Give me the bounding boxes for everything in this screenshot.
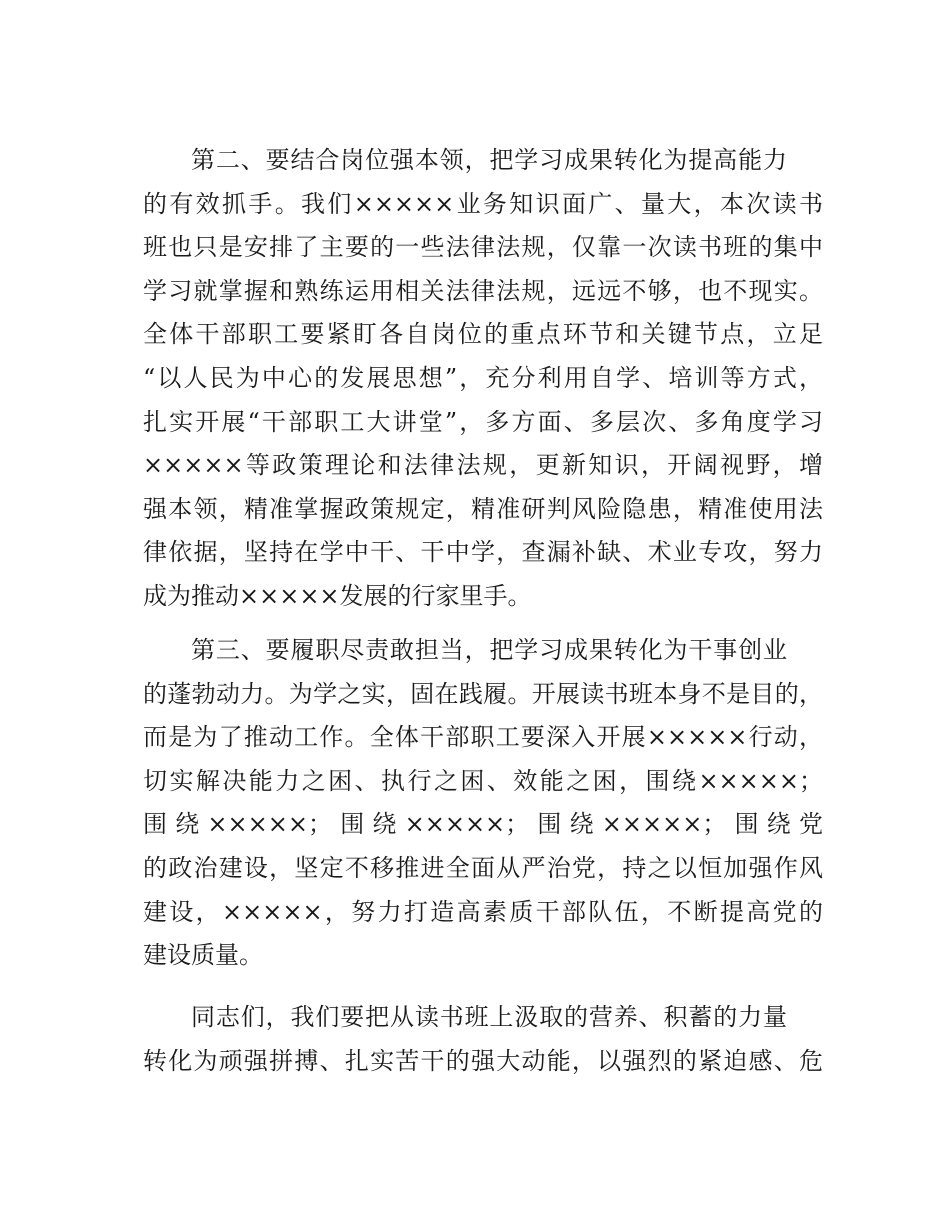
- text-line: “以人民为中心的发展思想”，充分利用自学、培训等方式，: [143, 363, 823, 392]
- text-line: 同志们，我们要把从读书班上汲取的营养、积蓄的力量: [191, 1003, 787, 1031]
- text-line: 成为推动×××××发展的行家里手。: [143, 581, 532, 610]
- text-line: 切实解决能力之困、执行之困、效能之困，围绕×××××；: [143, 766, 823, 795]
- paragraph-second-point: [143, 139, 823, 619]
- text-line: 第三、要履职尽责敢担当，把学习成果转化为干事创业: [191, 636, 787, 664]
- text-line: 建设质量。: [143, 941, 263, 970]
- text-line: 第二、要结合岗位强本领，把学习成果转化为提高能力: [191, 146, 787, 174]
- text-line: 的政治建设，坚定不移推进全面从严治党，持之以恒加强作风: [143, 853, 823, 882]
- text-line: 强本领，精准掌握政策规定，精准研判风险隐患，精准使用法: [143, 494, 823, 523]
- text-line: 的蓬勃动力。为学之实，固在践履。开展读书班本身不是目的，: [143, 679, 823, 708]
- text-line: 的有效抓手。我们×××××业务知识面广、量大，本次读书: [143, 189, 823, 218]
- text-line: 学习就掌握和熟练运用相关法律法规，远远不够，也不现实。: [143, 276, 823, 305]
- paragraph-closing: [143, 996, 823, 1083]
- text-line: 扎实开展“干部职工大讲堂”，多方面、多层次、多角度学习: [143, 407, 823, 436]
- text-line: 全体干部职工要紧盯各自岗位的重点环节和关键节点，立足: [143, 320, 823, 349]
- text-line: 建设，×××××，努力打造高素质干部队伍，不断提高党的: [143, 897, 823, 926]
- text-line: 班也只是安排了主要的一些法律法规，仅靠一次读书班的集中: [143, 233, 823, 262]
- text-line: 围绕×××××；围绕×××××；围绕×××××；围绕党: [143, 810, 823, 839]
- text-line: ×××××等政策理论和法律法规，更新知识，开阔视野，增: [143, 451, 823, 480]
- text-line: 而是为了推动工作。全体干部职工要深入开展×××××行动，: [143, 723, 823, 752]
- text-line: 转化为顽强拼搏、扎实苦干的强大动能，以强烈的紧迫感、危: [143, 1046, 823, 1075]
- paragraph-third-point: [143, 629, 823, 978]
- text-line: 律依据，坚持在学中干、干中学，查漏补缺、术业专攻，努力: [143, 538, 823, 567]
